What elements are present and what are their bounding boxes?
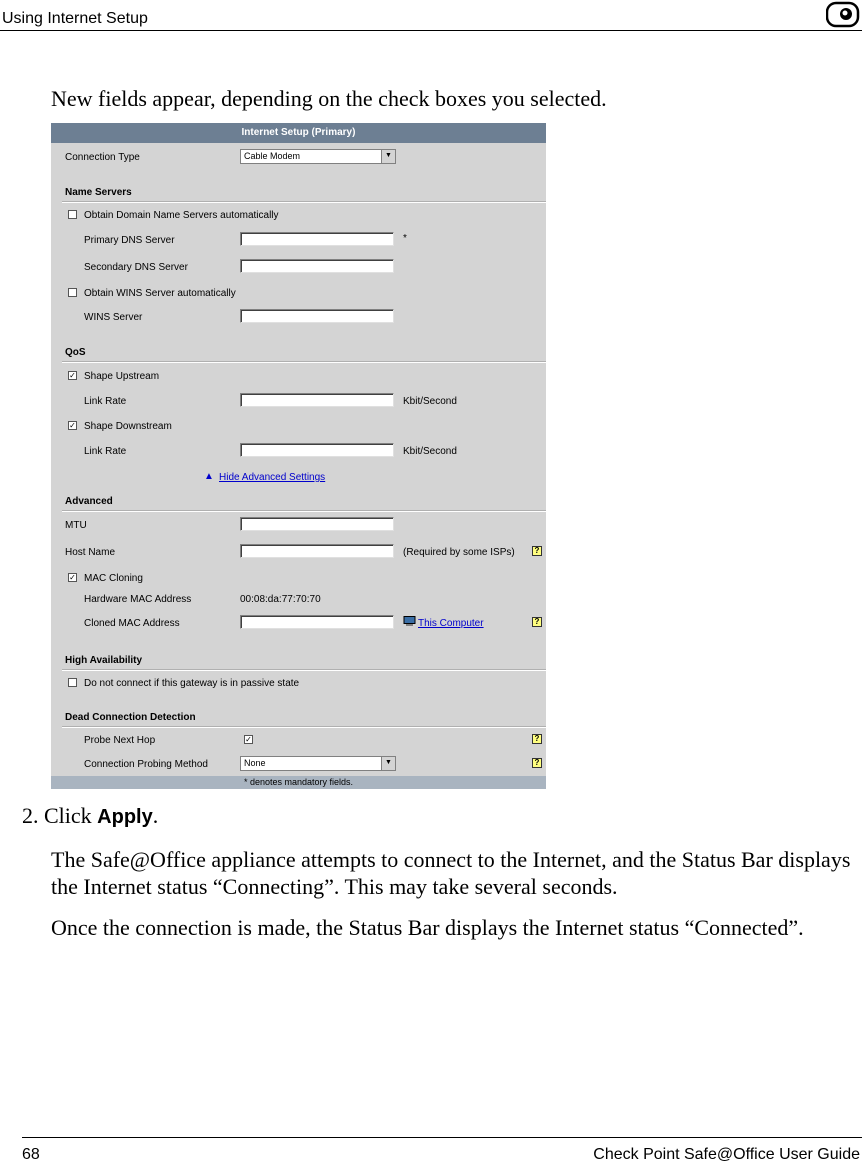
- high-availability-heading: High Availability: [65, 655, 143, 666]
- connection-type-label: Connection Type: [65, 152, 140, 163]
- divider: [62, 669, 546, 671]
- chevron-down-icon: ▼: [381, 757, 395, 770]
- step-number: 2.: [22, 803, 39, 828]
- secondary-dns-label: Secondary DNS Server: [84, 262, 188, 273]
- obtain-wins-label: Obtain WINS Server automatically: [84, 288, 236, 299]
- page-header: [0, 0, 862, 31]
- shape-upstream-checkbox[interactable]: ✓: [69, 371, 76, 380]
- primary-dns-label: Primary DNS Server: [84, 235, 175, 246]
- step-text: Click: [44, 803, 92, 828]
- mtu-input[interactable]: [240, 517, 394, 531]
- link-rate-up-label: Link Rate: [84, 396, 127, 407]
- secondary-dns-input[interactable]: [240, 259, 394, 273]
- unit-up-label: Kbit/Second: [403, 396, 457, 407]
- help-icon[interactable]: ?: [532, 734, 542, 744]
- footer-divider: [22, 1137, 862, 1138]
- triangle-up-icon: ▲: [204, 471, 214, 482]
- passive-state-label: Do not connect if this gateway is in passive state: [84, 678, 300, 689]
- advanced-heading: Advanced: [65, 496, 113, 507]
- primary-dns-input[interactable]: [240, 232, 394, 246]
- shape-downstream-label: Shape Downstream: [84, 421, 172, 432]
- name-servers-heading: Name Servers: [65, 187, 132, 198]
- this-computer-link[interactable]: This Computer: [418, 618, 484, 629]
- hw-mac-label: Hardware MAC Address: [84, 594, 192, 605]
- step-period: .: [152, 803, 159, 828]
- paragraph-connecting: The Safe@Office appliance attempts to connect to the Internet, and the Status Bar displays the Internet status “Connecting”. This may take several seconds.: [51, 847, 851, 899]
- shape-downstream-checkbox[interactable]: ✓: [69, 421, 76, 430]
- obtain-wins-checkbox[interactable]: [68, 288, 77, 297]
- chevron-down-icon: ▼: [381, 150, 395, 163]
- shape-upstream-label: Shape Upstream: [84, 371, 160, 382]
- host-name-label: Host Name: [65, 547, 116, 558]
- mac-cloning-checkbox[interactable]: ✓: [69, 573, 76, 582]
- unit-down-label: Kbit/Second: [403, 446, 457, 457]
- link-rate-down-input[interactable]: [240, 443, 394, 457]
- mac-cloning-label: MAC Cloning: [84, 573, 143, 584]
- host-name-input[interactable]: [240, 544, 394, 558]
- obtain-dns-checkbox[interactable]: [68, 210, 77, 219]
- obtain-dns-label: Obtain Domain Name Servers automatically: [84, 210, 279, 221]
- divider: [62, 726, 546, 728]
- apply-keyword: Apply: [97, 806, 153, 828]
- step-2: [22, 803, 158, 829]
- eye-logo-icon: [826, 1, 860, 34]
- guide-title: Check Point Safe@Office User Guide: [593, 1146, 860, 1163]
- probe-next-hop-checkbox[interactable]: ✓: [245, 735, 252, 744]
- cloned-mac-input[interactable]: [240, 615, 394, 629]
- probing-method-select[interactable]: None ▼: [240, 756, 396, 771]
- help-icon[interactable]: ?: [532, 758, 542, 768]
- link-rate-up-input[interactable]: [240, 393, 394, 407]
- internet-setup-screenshot: [51, 123, 546, 789]
- wins-server-input[interactable]: [240, 309, 394, 323]
- link-rate-down-label: Link Rate: [84, 446, 127, 457]
- divider: [62, 361, 546, 363]
- header-title: Using Internet Setup: [2, 10, 148, 27]
- mandatory-fields-note: * denotes mandatory fields.: [51, 776, 546, 789]
- connection-type-select[interactable]: Cable Modem ▼: [240, 149, 396, 164]
- screenshot-title: Internet Setup (Primary): [51, 123, 546, 143]
- divider: [62, 201, 546, 203]
- help-icon[interactable]: ?: [532, 546, 542, 556]
- probing-method-label: Connection Probing Method: [84, 759, 208, 770]
- mtu-label: MTU: [65, 520, 87, 531]
- hw-mac-value: 00:08:da:77:70:70: [240, 594, 321, 605]
- cloned-mac-label: Cloned MAC Address: [84, 618, 180, 629]
- divider: [62, 510, 546, 512]
- qos-heading: QoS: [65, 347, 86, 358]
- wins-server-label: WINS Server: [84, 312, 143, 323]
- probe-next-hop-label: Probe Next Hop: [84, 735, 156, 746]
- required-mark: *: [403, 233, 407, 244]
- paragraph-connected: Once the connection is made, the Status Bar displays the Internet status “Connected”.: [51, 915, 804, 940]
- page-number: 68: [22, 1146, 40, 1163]
- passive-state-checkbox[interactable]: [68, 678, 77, 687]
- computer-icon: [403, 616, 416, 630]
- intro-text: New fields appear, depending on the check boxes you selected.: [51, 86, 607, 111]
- hide-advanced-link[interactable]: Hide Advanced Settings: [219, 472, 326, 483]
- dead-connection-heading: Dead Connection Detection: [65, 712, 196, 723]
- help-icon[interactable]: ?: [532, 617, 542, 627]
- host-name-note: (Required by some ISPs): [403, 547, 515, 558]
